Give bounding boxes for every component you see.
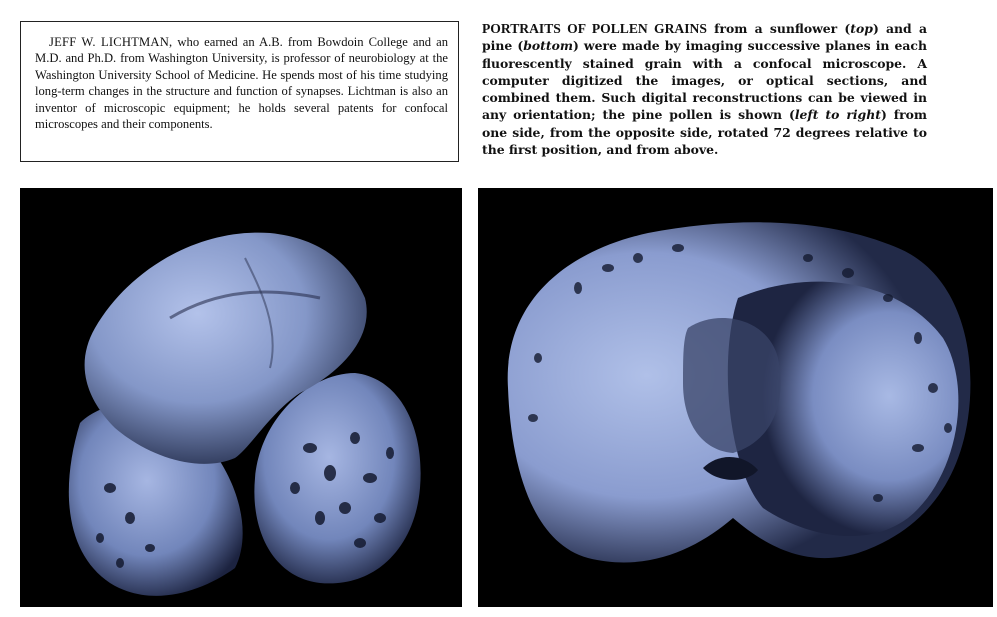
caption-left-to-right: left to right bbox=[794, 107, 881, 123]
caption-part-2: ) and a pine ( bbox=[482, 21, 927, 54]
author-bio-text: who earned an A.B. from Bowdoin College and an M.D. and Ph.D. from Washington University, is professor of neurobiology at the Washington University School of Medicine. He spends most of his time studying long-term changes in the structure and function of synapses. Lichtman is also an inventor of microscopic equipment; he holds several patents for confocal microscopes and their components. bbox=[35, 35, 448, 132]
caption-top: top bbox=[850, 21, 873, 36]
caption-part-1: from a sunflower ( bbox=[706, 21, 851, 36]
figure-caption bbox=[482, 20, 927, 158]
caption-lead-text: PORTRAITS OF POLLEN GRAINS bbox=[482, 21, 707, 36]
author-bio-box bbox=[20, 21, 459, 162]
author-bio bbox=[35, 34, 448, 132]
pine-pollen-image bbox=[478, 188, 993, 607]
author-name: JEFF W. LICHTMAN, bbox=[49, 35, 173, 49]
sunflower-pollen-image bbox=[20, 188, 462, 607]
caption-part-4: ) from one side, from the opposite side, rotated 72 degrees relative to the first position, and from above. bbox=[482, 107, 927, 158]
pine-pollen-graphic bbox=[478, 188, 993, 607]
caption-lead bbox=[482, 21, 707, 36]
sunflower-pollen-graphic bbox=[20, 188, 462, 607]
caption-bottom: bottom bbox=[523, 38, 573, 54]
caption-part-3: ) were made by imaging successive planes in each fluorescently stained grain with a confocal microscope. A computer digitized the images, or optical sections, and combined them. Such digital reconstructions can be viewed in any orientation; the pine pollen is shown ( bbox=[482, 38, 927, 123]
